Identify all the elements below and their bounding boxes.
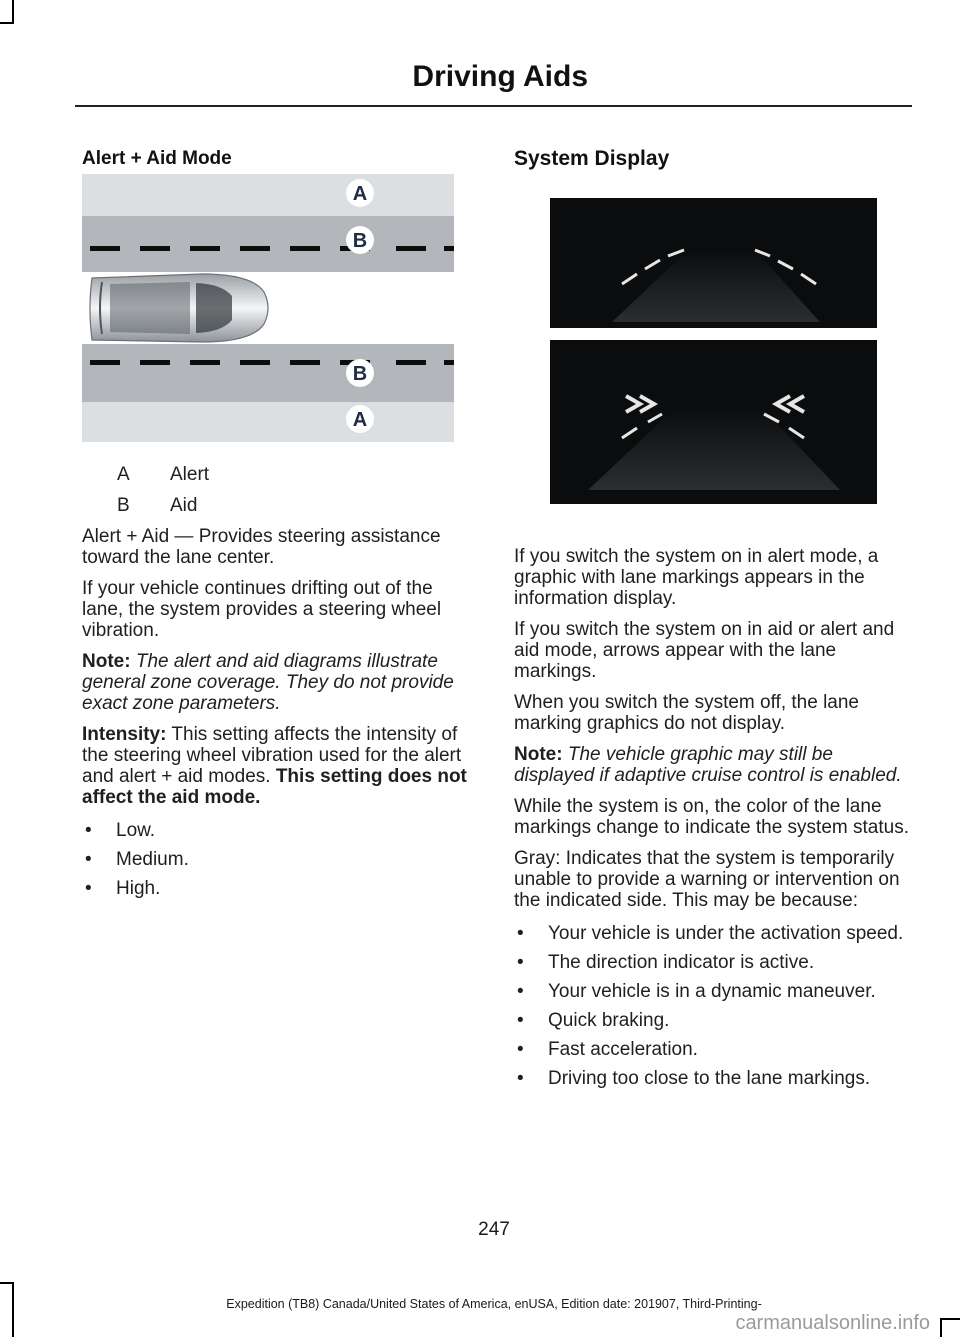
list-item: • Medium. — [85, 849, 189, 870]
intensity-bold-text: This setting does not affect the aid mode. — [82, 766, 467, 808]
system-display-figure — [550, 198, 881, 504]
watermark: carmanualsonline.info — [735, 1312, 930, 1334]
intensity-text: This setting affects the intensity of the steering wheel vibration used for the alert and alert + aid modes. — [82, 724, 462, 787]
list-item: • The direction indicator is active. — [517, 952, 815, 973]
svg-text:A: A — [352, 409, 368, 431]
callout-b-bottom — [346, 359, 374, 387]
aid-mode-paragraph: If you switch the system on in aid or alert and aid mode, arrows appear with the lane markings. — [514, 619, 895, 682]
list-item: • Your vehicle is under the activation speed. — [517, 923, 904, 944]
svg-text:B: B — [352, 363, 368, 385]
note-label: Note: — [82, 651, 131, 672]
svg-text:A: A — [352, 183, 368, 205]
lane-zone-svg — [82, 174, 454, 442]
bullet-glyph: • — [517, 952, 524, 973]
bullet-glyph: • — [85, 878, 92, 899]
list-item: • Quick braking. — [517, 1010, 670, 1031]
alert-mode-paragraph: If you switch the system on in alert mode, a graphic with lane markings appears in the information display. — [514, 546, 879, 609]
figure-legend — [82, 464, 476, 516]
bullet-glyph: • — [517, 1039, 524, 1060]
note-paragraph — [514, 744, 910, 786]
gray-reasons-list — [514, 923, 910, 1089]
list-item: • Your vehicle is in a dynamic maneuver. — [517, 981, 876, 1002]
legend-key: A — [117, 464, 130, 485]
display-aid-mode — [550, 340, 877, 504]
bullet-glyph: • — [85, 820, 92, 841]
list-item: • High. — [85, 878, 161, 899]
crop-mark — [940, 1318, 960, 1320]
alert-aid-description: Alert + Aid — Provides steering assistance toward the lane center. — [82, 526, 441, 568]
note-text: The alert and aid diagrams illustrate general zone coverage. They do not provide exact zone parameters. — [82, 651, 454, 714]
list-item: • Fast acceleration. — [517, 1039, 698, 1060]
system-display-svg — [550, 198, 881, 504]
note-text: The vehicle graphic may still be displayed if adaptive cruise control is enabled. — [514, 744, 902, 786]
bullet-glyph: • — [517, 1068, 524, 1089]
zone-a-bottom — [82, 402, 454, 442]
bullet-glyph: • — [517, 1010, 524, 1031]
intensity-paragraph — [82, 724, 476, 808]
crop-mark — [940, 1318, 942, 1337]
note-paragraph — [82, 651, 476, 714]
gray-status-paragraph: Gray: Indicates that the system is temporarily unable to provide a warning or intervention on the indicated side. This may be because: — [514, 848, 900, 911]
page-header-title: Driving Aids — [412, 60, 588, 93]
crop-mark — [0, 22, 14, 24]
edition-footer: Expedition (TB8) Canada/United States of America, enUSA, Edition date: 201907, Third-Printing- — [226, 1297, 762, 1311]
display-alert-mode — [550, 198, 877, 328]
lane-zone-diagram — [82, 174, 454, 442]
crop-mark — [12, 0, 14, 22]
alert-aid-mode-heading: Alert + Aid Mode — [82, 148, 232, 169]
right-column — [514, 148, 910, 1097]
intensity-label: Intensity: — [82, 724, 167, 745]
legend-row-a — [82, 464, 476, 485]
legend-value: Alert — [170, 464, 210, 485]
intensity-options-list — [82, 820, 476, 899]
legend-row-b — [82, 495, 476, 516]
color-status-paragraph: While the system is on, the color of the lane markings change to indicate the system status. — [514, 796, 909, 838]
list-item: • Low. — [85, 820, 156, 841]
zone-b-top — [82, 216, 454, 272]
drifting-description: If your vehicle continues drifting out of the lane, the system provides a steering wheel vibration. — [82, 578, 442, 641]
bullet-glyph: • — [517, 981, 524, 1002]
callout-a-bottom — [346, 405, 374, 433]
page-number: 247 — [478, 1219, 510, 1240]
system-off-paragraph: When you switch the system off, the lane marking graphics do not display. — [514, 692, 859, 734]
svg-text:B: B — [352, 230, 368, 252]
zone-b-bottom — [82, 344, 454, 402]
bullet-glyph: • — [85, 849, 92, 870]
zone-a-top — [82, 174, 454, 216]
note-label: Note: — [514, 744, 563, 765]
header-rule — [75, 105, 912, 107]
legend-key: B — [117, 495, 130, 516]
system-display-heading: System Display — [514, 147, 670, 170]
left-column — [82, 148, 476, 907]
legend-value: Aid — [170, 495, 198, 516]
bullet-glyph: • — [517, 923, 524, 944]
crop-mark — [0, 1282, 14, 1284]
callout-b-top — [346, 226, 374, 254]
callout-a-top — [346, 179, 374, 207]
list-item: • Driving too close to the lane markings. — [517, 1068, 871, 1089]
vehicle-graphic — [90, 274, 268, 342]
